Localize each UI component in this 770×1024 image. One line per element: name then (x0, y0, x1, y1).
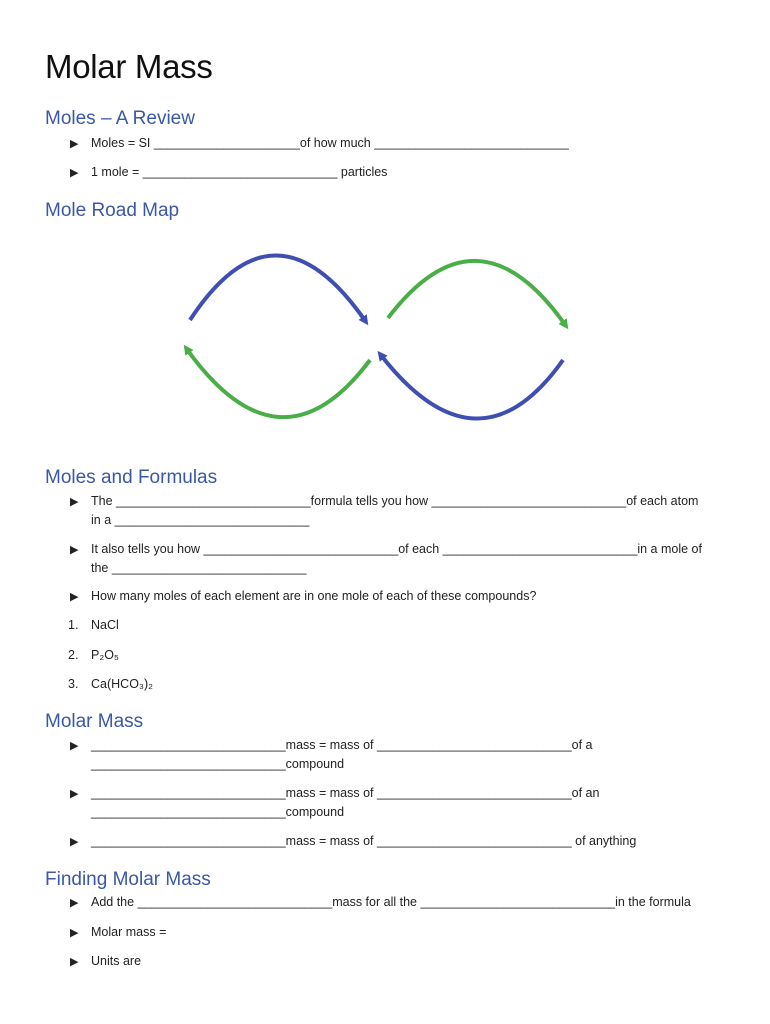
bullet-icon: ▶ (70, 927, 79, 939)
arrow-green-top-right (388, 261, 566, 326)
bullet-icon: ▶ (70, 544, 79, 556)
section-heading-roadmap: Mole Road Map (45, 200, 180, 221)
arrow-blue-bottom-right (380, 354, 563, 419)
bullet-icon: ▶ (70, 138, 79, 150)
molar-mass-line-3: ____________________________mass = mass of ____________________________ of anything (91, 834, 637, 848)
section-heading-formulas: Moles and Formulas (45, 467, 218, 488)
compound-cahco3: Ca(HCO₃)₂ (91, 677, 154, 691)
bullet-icon: ▶ (70, 496, 79, 508)
list-number: 2. (68, 648, 79, 662)
bullet-icon: ▶ (70, 897, 79, 909)
compound-nacl: NaCl (91, 618, 119, 632)
finding-line-1: Add the ____________________________mass for all the ____________________________in the formula (91, 895, 691, 909)
formulas-question: How many moles of each element are in one mole of each of these compounds? (91, 589, 537, 603)
review-line-1: Moles = SI _____________________of how much ____________________________ (91, 136, 569, 150)
molar-mass-line-1-cont: ____________________________compound (91, 757, 345, 771)
compound-p2o5: P₂O₅ (91, 648, 119, 662)
formulas-line-1-cont: in a ____________________________ (91, 513, 310, 527)
formulas-line-2-cont: the ____________________________ (91, 561, 307, 575)
list-number: 1. (68, 618, 79, 632)
arrow-blue-top-left (190, 255, 366, 322)
bullet-icon: ▶ (70, 956, 79, 968)
molar-mass-line-2: ____________________________mass = mass of ____________________________of an (91, 786, 600, 800)
formulas-line-2: It also tells you how ____________________________of each ____________________________in a mole of (91, 542, 702, 556)
list-number: 3. (68, 677, 79, 691)
bullet-icon: ▶ (70, 836, 79, 848)
review-line-2: 1 mole = ____________________________ particles (91, 165, 388, 179)
bullet-icon: ▶ (70, 167, 79, 179)
page-title: Molar Mass (45, 48, 213, 85)
finding-line-2: Molar mass = (91, 925, 167, 939)
molar-mass-line-2-cont: ____________________________compound (91, 805, 345, 819)
section-heading-finding: Finding Molar Mass (45, 869, 211, 890)
bullet-icon: ▶ (70, 788, 79, 800)
formulas-line-1: The ____________________________formula tells you how ____________________________of each atom (91, 494, 699, 508)
molar-mass-line-1: ____________________________mass = mass of ____________________________of a (91, 738, 593, 752)
section-heading-review: Moles – A Review (45, 108, 195, 129)
arrow-green-bottom-left (186, 348, 370, 417)
bullet-icon: ▶ (70, 591, 79, 603)
section-heading-molar-mass: Molar Mass (45, 711, 144, 732)
finding-line-3: Units are (91, 954, 142, 968)
bullet-icon: ▶ (70, 740, 79, 752)
